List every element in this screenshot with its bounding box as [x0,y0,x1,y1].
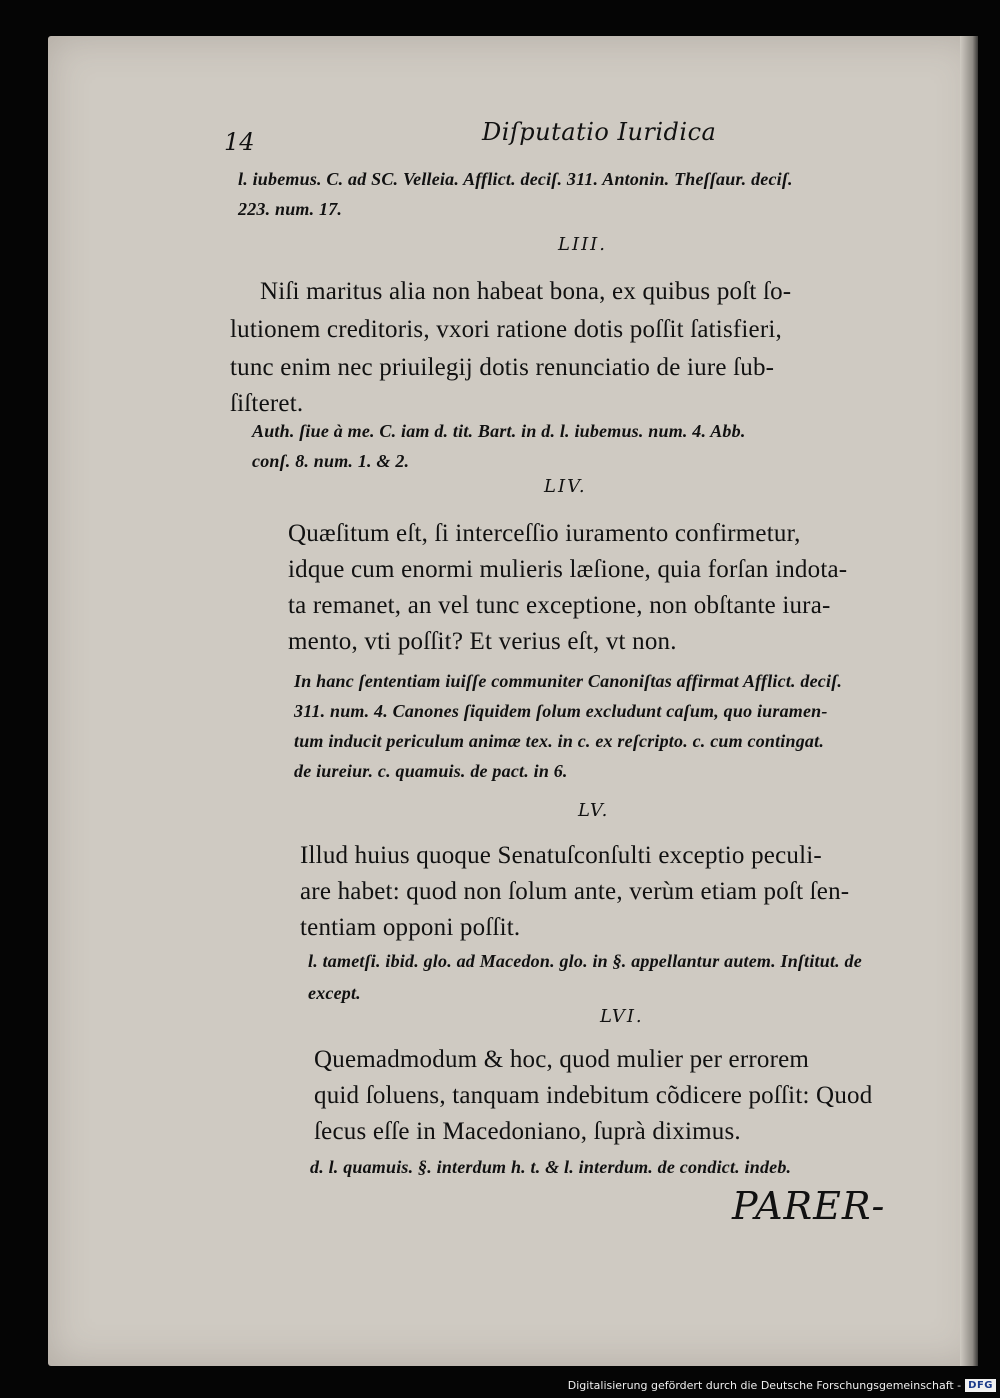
paragraph-line: are habet: quod non ſolum ante, verùm etiam poſt ſen- [300,878,850,905]
page-number: 14 [224,128,255,156]
paragraph-line: Illud huius quoque Senatuſconſulti exceptio peculi- [300,842,822,869]
digitization-footer [568,1374,996,1396]
paragraph-line: tentiam opponi poſſit. [300,914,521,941]
citation-line: de iureiur. c. quamuis. de pact. in 6. [294,761,568,781]
book-page [48,36,978,1366]
citation-line: Auth. ſiue à me. C. iam d. tit. Bart. in d. l. iubemus. num. 4. Abb. [252,421,746,441]
page-text [48,36,978,1366]
citation-line: 223. num. 17. [238,199,343,219]
dfg-logo: DFG [965,1379,996,1392]
paragraph-line: Quemadmodum & hoc, quod mulier per errorem [314,1046,810,1073]
citation-line: In hanc ſententiam iuiſſe communiter Canoniſtas affirmat Afflict. deciſ. [294,671,843,691]
citation-line: conſ. 8. num. 1. & 2. [252,451,410,471]
citation-line: l. tametſi. ibid. glo. ad Macedon. glo. in §. appellantur autem. Inſtitut. de [308,951,862,971]
paragraph-line: idque cum enormi mulieris læſione, quia forſan indota- [288,556,848,583]
paragraph-line: tunc enim nec priuilegij dotis renunciatio de iure ſub- [230,354,775,381]
section-heading: LVI. [600,1006,644,1027]
section-heading: LIII. [558,234,608,255]
section-heading: LIV. [544,476,587,497]
citation-line: l. iubemus. C. ad SC. Velleia. Afflict. deciſ. 311. Antonin. Theſſaur. deciſ. [238,169,793,189]
paragraph-line: ſiſteret. [230,390,304,417]
citation-line: tum inducit periculum animæ tex. in c. ex reſcripto. c. cum contingat. [294,731,825,751]
paragraph-line: ſecus eſſe in Macedoniano, ſuprà diximus. [314,1118,741,1145]
citation-line: except. [308,983,361,1003]
footer-credit: Digitalisierung gefördert durch die Deutsche Forschungsgemeinschaft - [567,1378,962,1392]
citation-line: 311. num. 4. Canones ſiquidem ſolum excludunt caſum, quo iuramen- [294,701,828,721]
citation-line: d. l. quamuis. §. interdum h. t. & l. interdum. de condict. indeb. [310,1157,792,1177]
catchword: PARER- [732,1184,886,1228]
paragraph-line: quid ſoluens, tanquam indebitum cõdicere poſſit: Quod [314,1082,873,1109]
paragraph-line: Quæſitum eſt, ſi interceſſio iuramento confirmetur, [288,520,801,547]
paragraph-line: ta remanet, an vel tunc exceptione, non obſtante iura- [288,592,831,619]
section-heading: LV. [578,800,610,821]
paragraph-line: Niſi maritus alia non habeat bona, ex quibus poſt ſo- [260,278,792,305]
paragraph-line: lutionem creditoris, vxori ratione dotis poſſit ſatisfieri, [230,316,782,343]
paragraph-line: mento, vti poſſit? Et verius eſt, vt non. [288,628,677,655]
running-head: Diſputatio Iuridica [482,118,717,146]
